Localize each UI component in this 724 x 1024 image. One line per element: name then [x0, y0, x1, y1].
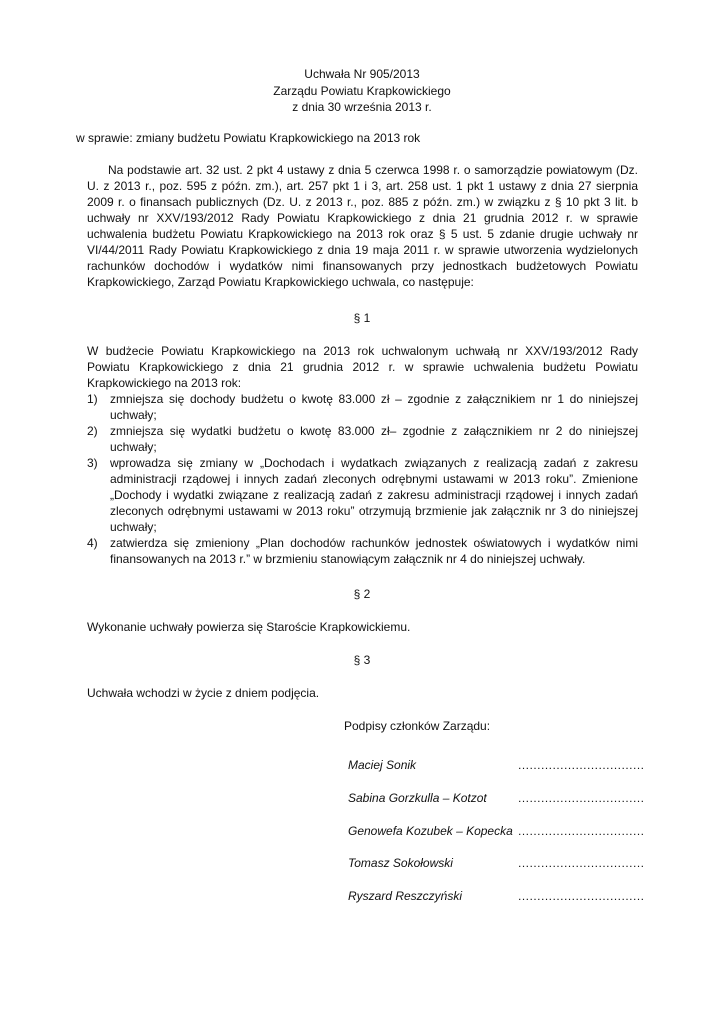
resolution-subject: w sprawie: zmiany budżetu Powiatu Krapkowickiego na 2013 rok: [76, 131, 421, 145]
resolution-issuer: Zarządu Powiatu Krapkowickiego: [273, 83, 451, 98]
signature-line: ……………………………: [517, 824, 644, 838]
signature-line: ……………………………: [517, 889, 644, 903]
section-1-items: [87, 391, 638, 567]
section-3-heading: § 3: [353, 653, 371, 667]
list-item-number: 4): [87, 536, 98, 550]
signature-row: [348, 856, 644, 872]
list-item: [87, 423, 638, 455]
signatures-title: Podpisy członków Zarządu:: [344, 719, 491, 733]
list-item-number: 3): [87, 456, 98, 470]
signatory-name: Ryszard Reszczyński: [348, 889, 463, 903]
signature-row: [348, 824, 644, 840]
resolution-number: Uchwała Nr 905/2013: [304, 67, 420, 81]
signature-line: ……………………………: [517, 791, 644, 805]
section-1-heading: § 1: [353, 311, 371, 325]
signatory-name: Sabina Gorzkulla – Kotzot: [348, 791, 487, 805]
list-item: [87, 455, 638, 535]
list-item: [87, 535, 638, 567]
signatory-name: Genowefa Kozubek – Kopecka: [348, 824, 513, 838]
resolution-date: z dnia 30 września 2013 r.: [292, 100, 432, 114]
signature-row: [348, 758, 644, 774]
list-item-text: zmniejsza się wydatki budżetu o kwotę 83.000 zł– zgodnie z załącznikiem nr 2 do niniejszej uchwały;: [110, 424, 638, 454]
section-3-text: Uchwała wchodzi w życie z dniem podjęcia.: [87, 686, 320, 700]
list-item-number: 2): [87, 424, 98, 438]
signature-line: ……………………………: [517, 856, 644, 870]
preamble-paragraph: Na podstawie art. 32 ust. 2 pkt 4 ustawy z dnia 5 czerwca 1998 r. o samorządzie powiatowym (Dz. U. z 2013 r., poz. 595 z późn. zm.), art. 257 pkt 1 i 3, art. 258 ust. 1 pkt 1 ustawy z dnia 27 sierpnia 2009 r. o finansach publicznych (Dz. U. z 2013 r., poz. 885 z późn. zm.) w związku z § 10 pkt 3 lit. b uchwały nr XXV/193/2012 Rady Powiatu Krapkowickiego z dnia 21 grudnia 2012 r. w sprawie uchwalenia budżetu Powiatu Krapkowickiego na 2013 rok oraz § 5 ust. 5 zdanie drugie uchwały nr VI/44/2011 Rady Powiatu Krapkowickiego z dnia 19 maja 2011 r. w sprawie utworzenia wydzielonych rachunków dochodów i wydatków nimi finansowanych przy jednostkach budżetowych Powiatu Krapkowickiego, Zarząd Powiatu Krapkowickiego uchwala, co następuje:: [87, 163, 638, 289]
signatory-name: Tomasz Sokołowski: [348, 856, 453, 870]
section-2-text: Wykonanie uchwały powierza się Staroście Krapkowickiemu.: [87, 620, 411, 634]
list-item-text: zatwierdza się zmieniony „Plan dochodów rachunków jednostek oświatowych i wydatków nimi finansowanych na 2013 r.” w brzmieniu stanowiącym załącznik nr 4 do niniejszej uchwały.: [110, 536, 638, 566]
resolution-header: [0, 66, 724, 116]
section-1-intro: W budżecie Powiatu Krapkowickiego na 2013 rok uchwalonym uchwałą nr XXV/193/2012 Rady Powiatu Krapkowickiego z dnia 21 grudnia 2012 r. w sprawie uchwalenia budżetu Powiatu Krapkowickiego na 2013 rok:: [87, 344, 638, 390]
section-2-heading: § 2: [353, 587, 371, 601]
list-item-number: 1): [87, 392, 98, 406]
list-item: [87, 391, 638, 423]
signatory-name: Maciej Sonik: [348, 758, 417, 772]
signature-row: [348, 791, 644, 807]
list-item-text: zmniejsza się dochody budżetu o kwotę 83.000 zł – zgodnie z załącznikiem nr 1 do niniejszej uchwały;: [110, 392, 638, 422]
signature-row: [348, 889, 644, 905]
list-item-text: wprowadza się zmiany w „Dochodach i wydatkach związanych z realizacją zadań z zakresu administracji rządowej i innych zadań zleconych odrębnymi ustawami w 2013 roku”. Zmienione „Dochody i wydatki związane z realizacją zadań z zakresu administracji rządowej i innych zadań zleconych odrębnymi ustawami w 2013 roku” otrzymują brzmienie jak załącznik nr 3 do niniejszej uchwały;: [110, 456, 638, 534]
signature-line: ……………………………: [517, 758, 644, 772]
